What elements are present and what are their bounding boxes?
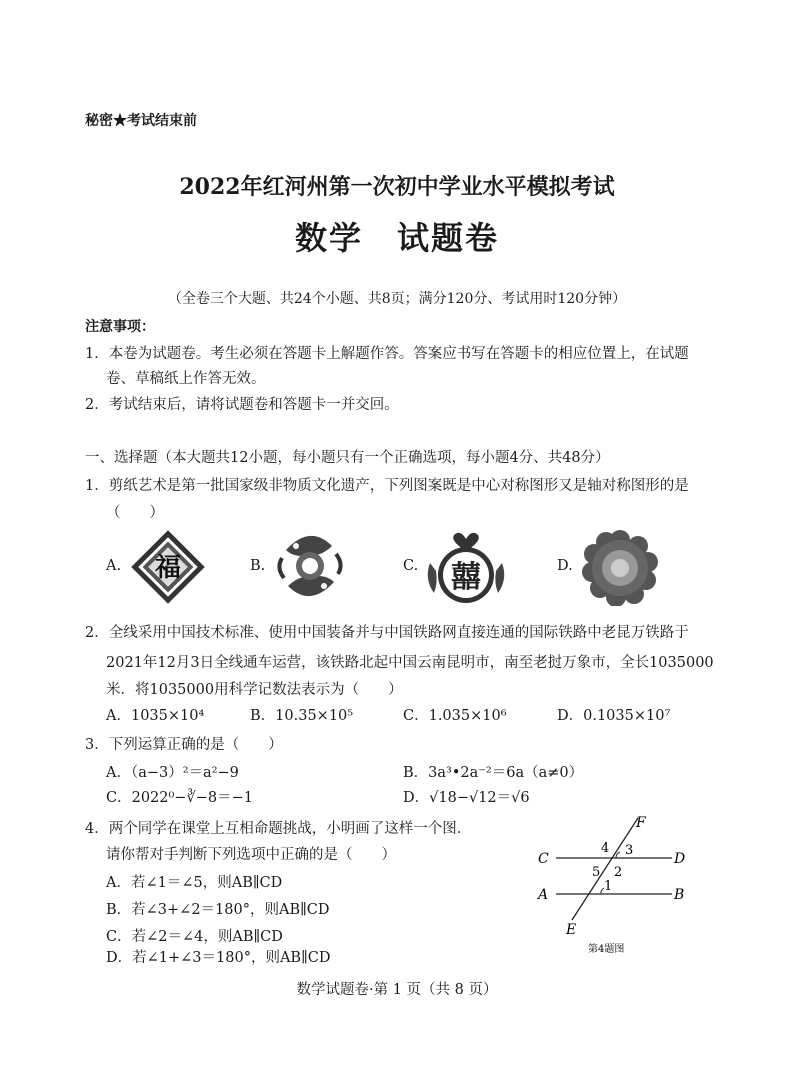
- double-happiness-papercut-image: [424, 527, 508, 611]
- section-1-heading: 一、选择题（本大题共12小题，每小题只有一个正确选项，每小题4分、共48分）: [85, 450, 610, 466]
- label-c: C: [538, 851, 549, 867]
- angle-1-label: 1: [604, 879, 613, 894]
- q2-line-3: 米．将1035000用科学记数法表示为（ ）: [106, 682, 403, 698]
- flower-papercut-image: [582, 530, 658, 610]
- note-item-1-line-1: 1．本卷为试题卷。考生必须在答题卡上解题作答。答案应书写在答题卡的相应位置上，在试题: [85, 346, 689, 362]
- q1-stem: 1．剪纸艺术是第一批国家级非物质文化遗产，下列图案既是中心对称图形又是轴对称图形的是: [85, 478, 689, 494]
- q2-option-b: B．10.35×10⁵: [250, 708, 354, 724]
- angle-5-label: 5: [592, 865, 601, 880]
- page-footer: 数学试题卷·第 1 页（共 8 页）: [296, 982, 498, 998]
- q1-option-b-label: B.: [250, 558, 266, 574]
- q1-option-a-label: A.: [106, 558, 122, 574]
- q1-option-d-label: D.: [557, 558, 573, 574]
- note-item-2: 2．考试结束后，请将试题卷和答题卡一并交回。: [85, 397, 399, 413]
- svg-text:囍: 囍: [451, 560, 481, 595]
- notes-heading: 注意事项：: [85, 319, 155, 335]
- q1-option-c-label: C.: [403, 558, 419, 574]
- q4-option-c: C．若∠2＝∠4，则AB∥CD: [106, 929, 283, 945]
- q4-option-a: A．若∠1＝∠5，则AB∥CD: [106, 875, 283, 891]
- label-d: D: [674, 851, 686, 867]
- q3-option-a: A．（a−3）²＝a²−9: [106, 765, 239, 781]
- q1-blank: （ ）: [106, 505, 164, 521]
- q2-option-a: A．1035×10⁴: [106, 708, 205, 724]
- angle-3-label: 3: [625, 843, 634, 858]
- exam-title: 2022年红河州第一次初中学业水平模拟考试: [179, 174, 615, 200]
- angle-2-label: 2: [614, 865, 623, 880]
- q2-line-1: 2．全线采用中国技术标准、使用中国装备并与中国铁路网直接连通的国际铁路中老昆万铁路于: [85, 625, 689, 641]
- q3-option-d: D．√18−√12＝√6: [403, 790, 530, 806]
- fu-papercut-image: [128, 527, 208, 611]
- svg-text:福: 福: [154, 553, 182, 583]
- label-e: E: [566, 922, 577, 938]
- exam-subtitle: 数学 试题卷: [294, 219, 499, 257]
- label-a: A: [538, 887, 549, 903]
- note-item-1-line-2: 卷、草稿纸上作答无效。: [106, 371, 266, 387]
- q4-line-1: 4．两个同学在课堂上互相命题挑战，小明画了这样一个图．: [85, 821, 472, 837]
- figure-caption: 第4题图: [588, 944, 625, 955]
- q3-stem: 3．下列运算正确的是（ ）: [85, 737, 283, 753]
- q4-figure: [530, 812, 700, 961]
- q4-line-2: 请你帮对手判断下列选项中正确的是（ ）: [106, 847, 396, 863]
- angle-4-label: 4: [601, 841, 610, 856]
- q2-option-d: D．0.1035×10⁷: [557, 708, 671, 724]
- q4-option-b: B．若∠3+∠2＝180°，则AB∥CD: [106, 902, 330, 918]
- q2-line-2: 2021年12月3日全线通车运营，该铁路北起中国云南昆明市，南至老挝万象市，全长1035000: [106, 655, 714, 671]
- line-ef: [572, 818, 638, 920]
- label-b: B: [674, 887, 685, 903]
- q3-option-c: C．2022⁰−∛−8＝−1: [106, 790, 253, 806]
- q3-option-b: B．3a³•2a⁻²＝6a（a≠0）: [403, 765, 584, 781]
- exam-meta: （全卷三个大题、共24个小题、共8页；满分120分、考试用时120分钟）: [167, 291, 627, 307]
- fish-papercut-image: [272, 528, 348, 608]
- q2-option-c: C．1.035×10⁶: [403, 708, 507, 724]
- q4-option-d: D．若∠1+∠3＝180°，则AB∥CD: [106, 950, 331, 966]
- label-f: F: [636, 815, 646, 831]
- secret-label: 秘密★考试结束前: [85, 113, 197, 129]
